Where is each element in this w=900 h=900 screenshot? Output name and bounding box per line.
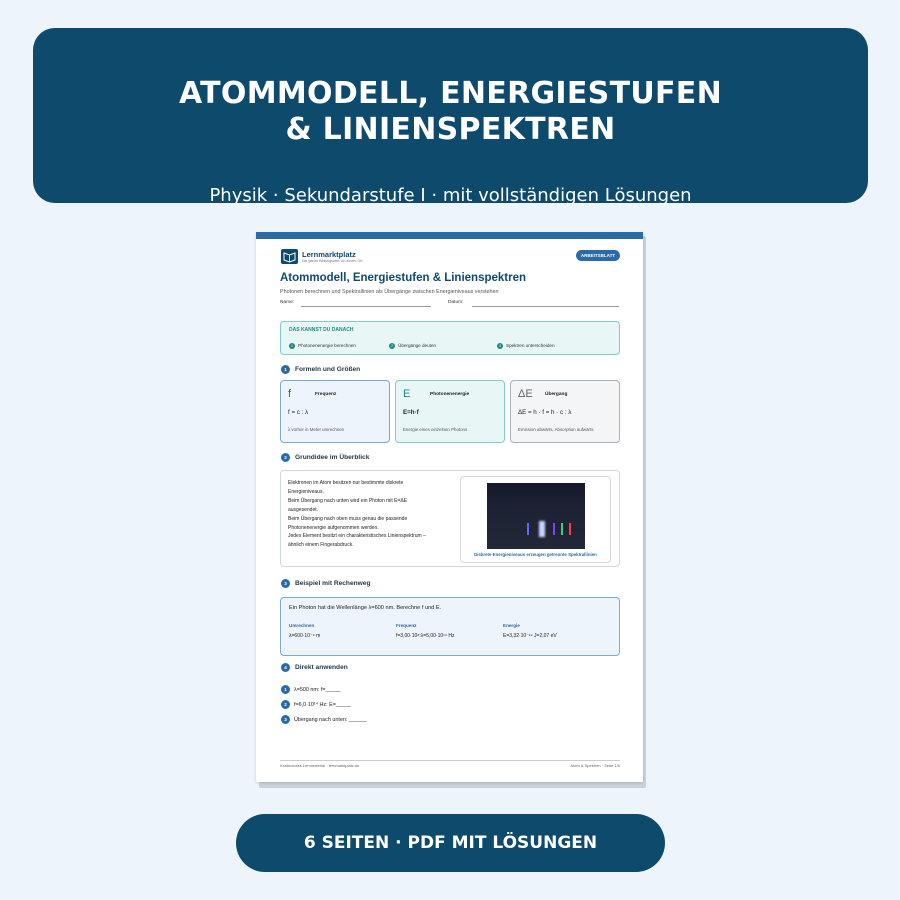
example-task: Ein Photon hat die Wellenlänge λ=600 nm. Berechne f und E. (289, 605, 442, 611)
hero-subtitle: Physik · Sekundarstufe I · mit vollständigen Lösungen (209, 185, 692, 206)
formula-card (280, 380, 390, 443)
spectral-line (553, 523, 555, 535)
spectral-line (569, 523, 571, 535)
book-icon (281, 249, 298, 264)
logo-name: Lernmarktplatz (302, 250, 356, 259)
sheet-top-bar (256, 232, 643, 239)
formula-card (510, 380, 620, 443)
step-heading: Frequenz (396, 623, 417, 628)
learning-goals-box (280, 321, 620, 355)
section-title: Formeln und Größen (295, 366, 361, 373)
task-number: 3 (281, 715, 290, 724)
goal-text: Photonenenergie berechnen (298, 343, 356, 349)
goal-item (389, 343, 436, 349)
figure-caption: Diskrete Energieniveaus erzeugen getrennte Spektrallinien (474, 552, 597, 557)
overview-line: ähnlich einem Fingerabdruck. (288, 542, 354, 549)
hero-banner (33, 28, 868, 206)
overview-line: Photonenenergie aufgenommen werden. (288, 524, 379, 531)
spectral-line (527, 523, 529, 535)
formula-expression: ΔE = h · f = h · c : λ (518, 409, 572, 416)
worksheet-subtitle: Photonen berechnen und Spektrallinien als Übergänge zwischen Energieniveaus verstehen (280, 289, 499, 295)
task-text: f=6,0·10¹⁴ Hz: E=_____ (294, 702, 351, 708)
name-label: Name: (280, 300, 295, 305)
spectral-line (561, 523, 563, 535)
formula-note: Energie eines einzelnen Photons (403, 427, 468, 432)
formula-card (395, 380, 505, 443)
overview-box (280, 470, 620, 567)
section-number: 2 (281, 453, 290, 462)
overview-line: Elektronen im Atom besitzen nur bestimmte diskrete (288, 480, 404, 486)
date-line (472, 306, 619, 307)
section-number: 3 (281, 579, 290, 588)
goal-number: 2 (391, 344, 393, 348)
name-line (301, 306, 431, 307)
overview-text (288, 479, 453, 550)
goal-text: Spektren unterscheiden (506, 343, 555, 349)
formula-symbol: f (288, 388, 292, 400)
overview-line: Beim Übergang nach oben muss genau die passende (288, 515, 408, 522)
task-number: 1 (281, 685, 290, 694)
goal-item (497, 343, 555, 349)
footer-divider (280, 760, 620, 761)
overview-line: Energieniveaus. (288, 488, 324, 495)
logo-tagline: Die ganze Bildungswelt. An einem Ort. (302, 259, 364, 263)
task-text: λ=500 nm: f=_____ (294, 687, 341, 693)
footer-right: Atom & Spektren · Seite 1/6 (570, 763, 620, 768)
formula-name: Frequenz (315, 392, 337, 397)
formula-expression: E=h·f (403, 409, 419, 416)
worked-example-box (280, 597, 620, 656)
pages-info-button[interactable]: 6 SEITEN · PDF MIT LÖSUNGEN (236, 814, 665, 872)
practice-task (281, 708, 367, 726)
formula-symbol: E (403, 388, 411, 400)
section-title: Beispiel mit Rechenweg (295, 580, 371, 587)
step-heading: Energie (503, 623, 520, 628)
hero-title-line-2: & LINIENSPEKTREN (285, 112, 616, 147)
formula-expression: f = c : λ (288, 409, 309, 416)
worksheet-badge: ARBEITSBLATT (576, 250, 620, 261)
learning-goals-heading: DAS KANNST DU DANACH (289, 327, 354, 333)
spectrum-figure (460, 476, 611, 563)
task-number: 2 (281, 700, 290, 709)
worksheet-preview (256, 232, 643, 782)
hero-title (33, 76, 868, 148)
footer-left: Kostenloses Lernmaterial · lernmarktplatz.de (280, 763, 360, 768)
section-title: Grundidee im Überblick (295, 454, 370, 461)
formula-symbol: ΔE (518, 388, 533, 400)
step-value: E=3,32·10⁻¹⁹ J=2,07 eV (503, 633, 557, 639)
goal-item (289, 343, 356, 349)
overview-line: Jedes Element besitzt ein charakteristisches Linienspektrum – (288, 533, 426, 540)
task-text: Übergang nach unten: ______ (294, 717, 367, 723)
formula-note: Emission abwärts, Absorption aufwärts (518, 427, 594, 432)
hero-title-line-1: ATOMMODELL, ENERGIESTUFEN (178, 76, 723, 111)
spectrometer-photo (487, 483, 585, 549)
goal-text: Übergänge deuten (398, 343, 437, 349)
date-label: Datum: (448, 300, 464, 305)
step-heading: Umrechnen (289, 623, 315, 628)
formula-name: Photonenenergie (430, 392, 470, 397)
section-title: Direkt anwenden (295, 664, 348, 671)
formula-name: Übergang (545, 392, 568, 397)
worksheet-title: Atommodell, Energiestufen & Linienspektren (280, 272, 527, 284)
spectral-line (539, 521, 545, 537)
formula-note: λ vorher in Meter umrechnen (288, 427, 345, 432)
step-value: f=3,00·10⁸:λ=5,00·10¹⁴ Hz (396, 633, 455, 639)
overview-line: ausgesendet. (288, 506, 319, 513)
goal-number: 1 (291, 344, 293, 348)
section-number: 1 (281, 365, 290, 374)
overview-line: Beim Übergang nach unten wird ein Photon mit E=ΔE (288, 497, 408, 504)
section-number: 4 (281, 663, 290, 672)
goal-number: 3 (499, 344, 501, 348)
step-value: λ=600·10⁻⁹ m (289, 633, 321, 639)
